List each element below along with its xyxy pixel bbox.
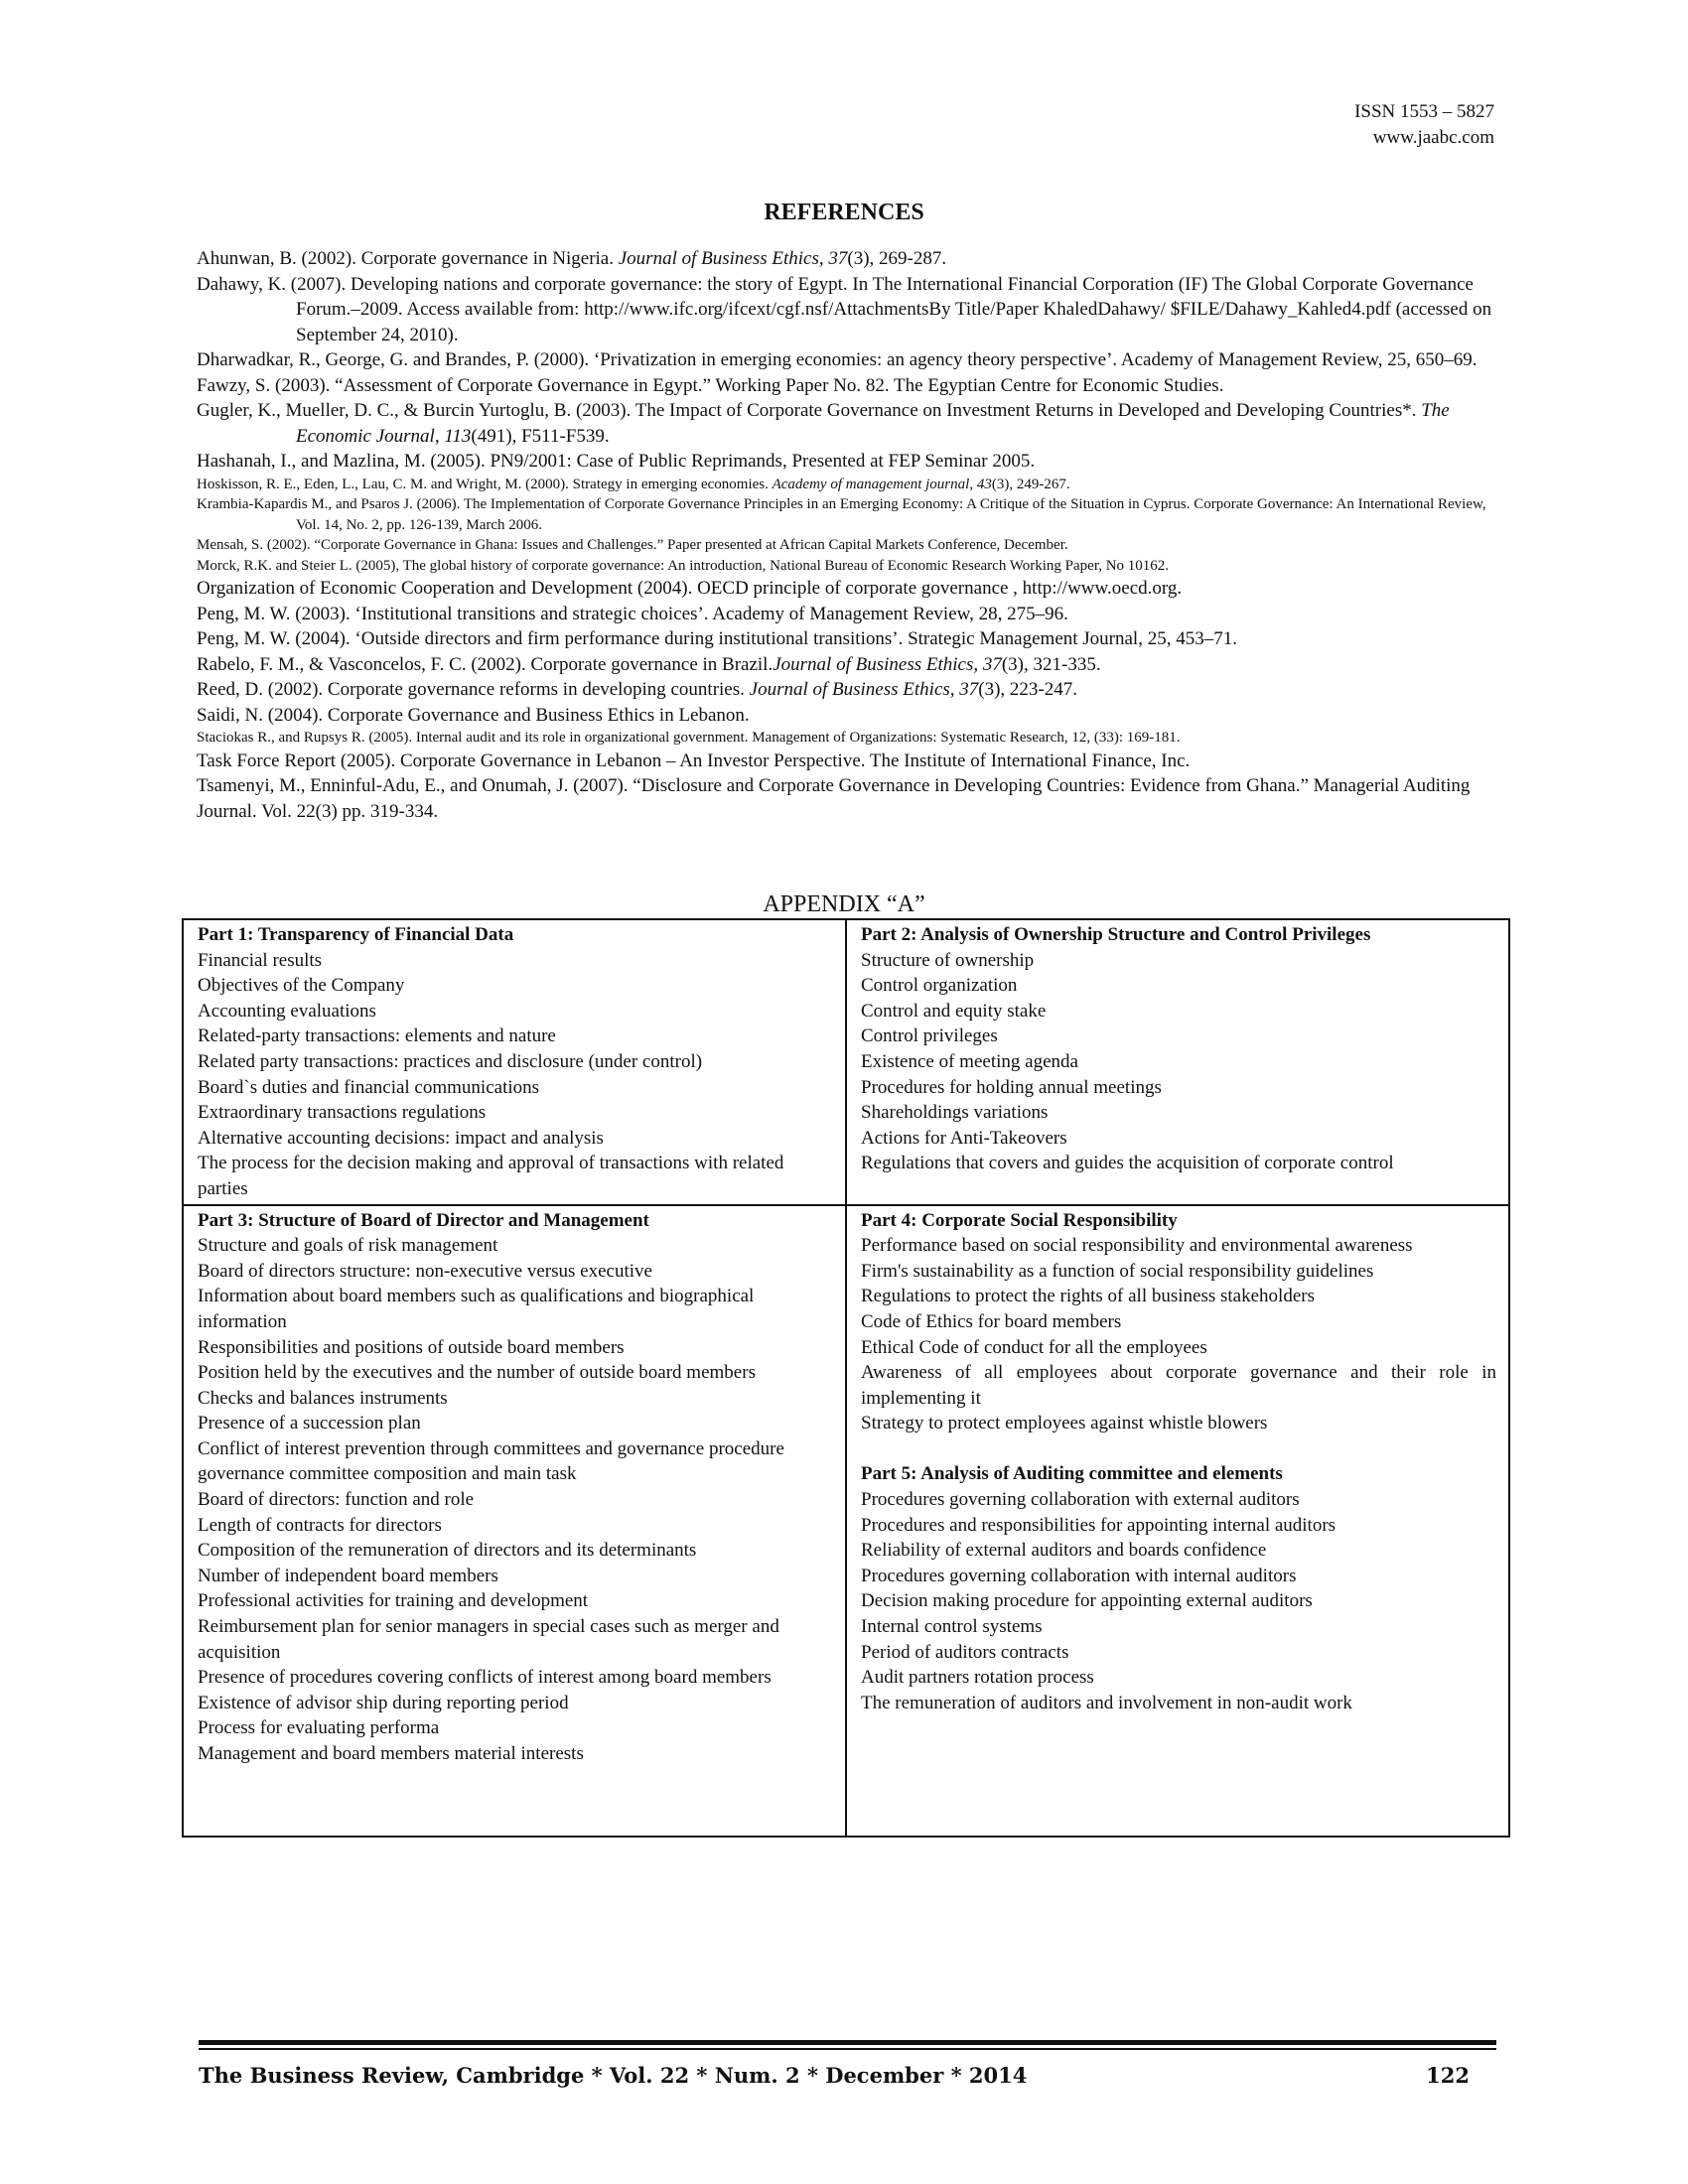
appendix-table [182,918,1510,1838]
issn-block [1354,99,1494,151]
part3-item: Reimbursement plan for senior managers in special cases such as merger and acquisition [198,1616,779,1663]
part3-item: Professional activities for training and development [198,1590,589,1612]
part4-heading: Part 4: Corporate Social Responsibility [861,1209,1178,1231]
part5-item: The remuneration of auditors and involvement in non-audit work [861,1692,1352,1713]
part3-item: Presence of procedures covering conflicts of interest among board members [198,1667,772,1689]
part1-list [198,948,833,1202]
part5-item: Decision making procedure for appointing external auditors [861,1590,1313,1612]
reference-entry: Krambia-Kapardis M., and Psaros J. (2006). The Implementation of Corporate Governance Principles in an Emerging Economy: A Critique of the Situation in Cyprus. Corporate Governance: An International Review, Vol. 14, No. 2, pp. 126-139, March 2006. [197,496,1486,533]
part5-item: Internal control systems [861,1616,1043,1638]
part3-cell [183,1205,846,1837]
part3-item: Presence of a succession plan [198,1413,421,1434]
references-list [197,246,1497,824]
part5-list [861,1487,1496,1715]
part3-item: Composition of the remuneration of directors and its determinants [198,1540,697,1562]
part3-item: Conflict of interest prevention through committees and governance procedure [198,1437,784,1459]
reference-entry: Dahawy, K. (2007). Developing nations and corporate governance: the story of Egypt. In The International Financial Corporation (IF) The Global Corporate Governance Forum.–2009. Access available from: http://www.ifc.org/ifcext/cgf.nsf/AttachmentsBy Title/Paper KhaledDahawy/ $FILE/Dahawy_Kahled4.pdf (accessed on September 24, 2010). [197,273,1492,345]
part1-item: The process for the decision making and approval of transactions with related parties [198,1153,784,1199]
reference-entry: Mensah, S. (2002). “Corporate Governance in Ghana: Issues and Challenges.” Paper presented at African Capital Markets Conference, December. [197,537,1068,553]
appendix-heading: APPENDIX “A” [763,891,925,917]
part3-item: Structure and goals of risk management [198,1235,498,1257]
part3-list [198,1233,833,1766]
reference-entry: Reed, D. (2002). Corporate governance reforms in developing countries. Journal of Business Ethics, 37(3), 223-247. [197,679,1078,700]
reference-entry: Peng, M. W. (2004). ‘Outside directors and firm performance during institutional transitions’. Strategic Management Journal, 25, 453–71. [197,628,1237,649]
journal-url[interactable]: www.jaabc.com [1372,127,1494,148]
part1-item: Accounting evaluations [198,1000,376,1022]
part2-item: Shareholdings variations [861,1102,1049,1124]
part1-item: Related-party transactions: elements and nature [198,1025,556,1047]
part2-list [861,948,1496,1176]
part3-item: Process for evaluating performa [198,1717,440,1739]
part1-item: Extraordinary transactions regulations [198,1102,487,1124]
part5-item: Reliability of external auditors and boards confidence [861,1540,1267,1562]
part1-item: Related party transactions: practices and disclosure (under control) [198,1050,703,1072]
reference-entry: Organization of Economic Cooperation and Development (2004). OECD principle of corporate governance , http://www.oecd.org. [197,578,1183,599]
part3-item: Responsibilities and positions of outside board members [198,1336,625,1358]
part3-item: Board of directors: function and role [198,1489,475,1511]
reference-entry: Ahunwan, B. (2002). Corporate governance in Nigeria. Journal of Business Ethics, 37(3), 269-287. [197,248,947,269]
reference-entry: Task Force Report (2005). Corporate Governance in Lebanon – An Investor Perspective. The Institute of International Finance, Inc. [197,750,1191,771]
part3-item: Checks and balances instruments [198,1387,448,1409]
part5-item: Period of auditors contracts [861,1641,1069,1663]
reference-entry: Hoskisson, R. E., Eden, L., Lau, C. M. and Wright, M. (2000). Strategy in emerging economies. Academy of management journal, 43(3), 249-267. [197,476,1070,492]
part5-item: Audit partners rotation process [861,1667,1094,1689]
part5-item: Procedures governing collaboration with internal auditors [861,1565,1297,1586]
part1-cell [183,919,846,1205]
part2-item: Existence of meeting agenda [861,1050,1078,1072]
part3-item: governance committee composition and main task [198,1463,577,1485]
reference-entry: Saidi, N. (2004). Corporate Governance and Business Ethics in Lebanon. [197,704,750,726]
part3-item: Information about board members such as qualifications and biographical information [198,1286,755,1332]
part1-item: Objectives of the Company [198,975,405,997]
page-number: 122 [1426,2063,1470,2088]
reference-entry: Gugler, K., Mueller, D. C., & Burcin Yurtoglu, B. (2003). The Impact of Corporate Governance on Investment Returns in Developed and Developing Countries*. The Economic Journal, 113(491), F511-F539. [197,400,1450,447]
part5-item: Procedures and responsibilities for appointing internal auditors [861,1514,1336,1536]
issn-number: ISSN 1553 – 5827 [1354,101,1494,122]
part3-item: Existence of advisor ship during reporting period [198,1692,569,1713]
part5-heading: Part 5: Analysis of Auditing committee and elements [861,1463,1283,1485]
reference-entry: Rabelo, F. M., & Vasconcelos, F. C. (2002). Corporate governance in Brazil.Journal of Business Ethics, 37(3), 321-335. [197,653,1101,675]
reference-entry: Hashanah, I., and Mazlina, M. (2005). PN9/2001: Case of Public Reprimands, Presented at FEP Seminar 2005. [197,451,1036,472]
part4-5-cell [846,1205,1509,1837]
reference-entry: Fawzy, S. (2003). “Assessment of Corporate Governance in Egypt.” Working Paper No. 82. The Egyptian Centre for Economic Studies. [197,374,1224,396]
part4-item: Awareness of all employees about corporate governance and their role in implementing it [861,1362,1496,1409]
reference-entry: Tsamenyi, M., Enninful-Adu, E., and Onumah, J. (2007). “Disclosure and Corporate Governance in Developing Countries: Evidence from Ghana.” Managerial Auditing Journal. Vol. 22(3) pp. 319-334. [197,775,1471,822]
part3-item: Board of directors structure: non-executive versus executive [198,1260,652,1282]
part2-heading: Part 2: Analysis of Ownership Structure and Control Privileges [861,924,1371,945]
part4-item: Ethical Code of conduct for all the employees [861,1336,1207,1358]
part2-item: Structure of ownership [861,949,1035,971]
reference-entry: Morck, R.K. and Steier L. (2005), The global history of corporate governance: An introduction, National Bureau of Economic Research Working Paper, No 10162. [197,557,1170,574]
part2-item: Control privileges [861,1025,998,1047]
part3-item: Length of contracts for directors [198,1514,442,1536]
reference-entry: Peng, M. W. (2003). ‘Institutional transitions and strategic choices’. Academy of Management Review, 28, 275–96. [197,603,1068,624]
part3-item: Position held by the executives and the number of outside board members [198,1362,756,1384]
reference-entry: Staciokas R., and Rupsys R. (2005). Internal audit and its role in organizational government. Management of Organizations: Systematic Research, 12, (33): 169-181. [197,730,1181,746]
part2-item: Control organization [861,975,1018,997]
part5-item: Procedures governing collaboration with external auditors [861,1489,1300,1511]
part4-item: Code of Ethics for board members [861,1310,1122,1332]
part2-cell [846,919,1509,1205]
footer-journal: The Business Review, Cambridge * Vol. 22 * Num. 2 * December * 2014 [199,2063,1028,2088]
part4-item: Performance based on social responsibility and environmental awareness [861,1235,1413,1257]
footer-rule-thick [199,2040,1496,2045]
part4-list [861,1233,1496,1436]
part3-heading: Part 3: Structure of Board of Director and Management [198,1209,649,1231]
part2-item: Control and equity stake [861,1000,1047,1022]
part1-item: Board`s duties and financial communications [198,1076,540,1098]
part1-item: Financial results [198,949,323,971]
footer-rule-thin [199,2048,1496,2050]
part3-item: Management and board members material interests [198,1743,584,1764]
footer [199,2063,1470,2088]
part1-heading: Part 1: Transparency of Financial Data [198,924,514,945]
reference-entry: Dharwadkar, R., George, G. and Brandes, P. (2000). ‘Privatization in emerging economies: an agency theory perspective’. Academy of Management Review, 25, 650–69. [197,349,1477,370]
part2-item: Regulations that covers and guides the acquisition of corporate control [861,1153,1394,1174]
references-heading: REFERENCES [764,200,924,225]
part4-item: Regulations to protect the rights of all business stakeholders [861,1286,1315,1307]
part1-item: Alternative accounting decisions: impact and analysis [198,1127,604,1149]
part3-item: Number of independent board members [198,1565,498,1586]
part2-item: Procedures for holding annual meetings [861,1076,1162,1098]
part4-item: Firm's sustainability as a function of social responsibility guidelines [861,1260,1374,1282]
part2-item: Actions for Anti-Takeovers [861,1127,1067,1149]
part4-item: Strategy to protect employees against whistle blowers [861,1413,1268,1434]
